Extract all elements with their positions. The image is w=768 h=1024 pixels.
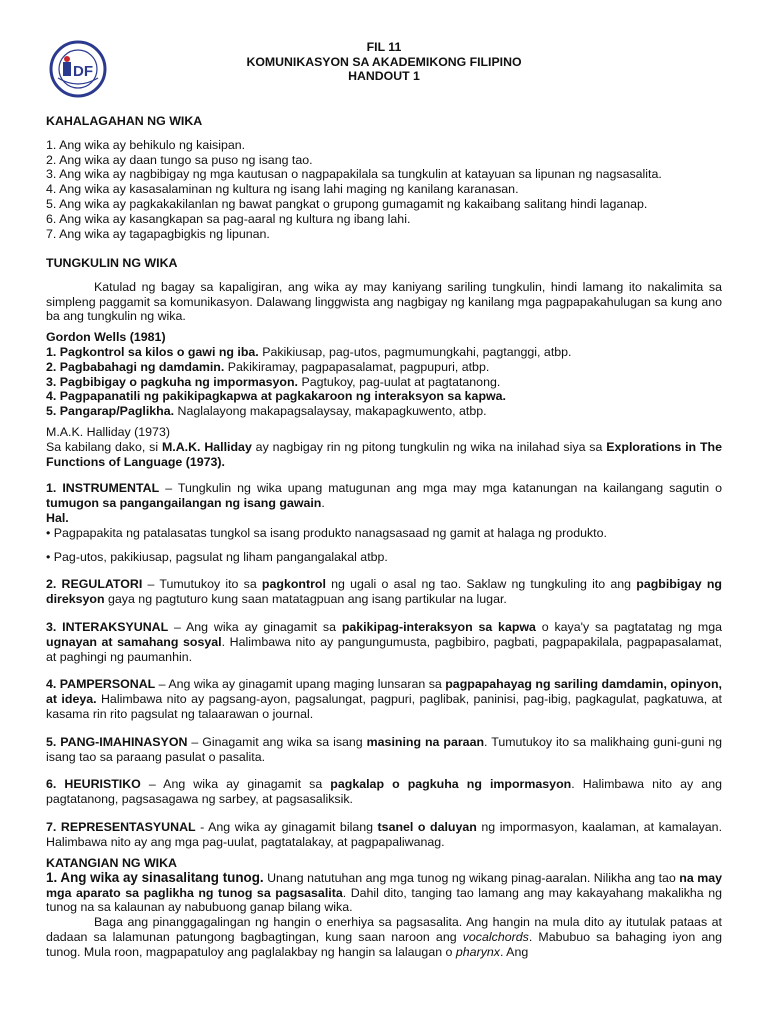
- heuristiko-paragraph: 6. HEURISTIKO – Ang wika ay ginagamit sa pagkalap o pagkuha ng impormasyon. Halimbawa nito ay ang pagtatanong, pagsasagawa ng sarbey, at pagsasaliksik.: [46, 777, 722, 807]
- wells-item: 4. Pagpapanatili ng pakikipagkapwa at pagkakaroon ng interaksyon sa kapwa.: [46, 389, 506, 404]
- halliday-intro: Sa kabilang dako, si M.A.K. Halliday ay nagbigay rin ng pitong tungkulin ng wika na inilahad siya sa Explorations in The Functions of Language (1973).: [46, 439, 722, 469]
- wells-item: 3. Pagbibigay o pagkuha ng impormasyon. Pagtukoy, pag-uulat at pagtatanong.: [46, 374, 501, 389]
- interaksyunal-paragraph: 3. INTERAKSYUNAL – Ang wika ay ginagamit sa pakikipag-interaksyon sa kapwa o kaya'y sa pagtatatag ng mga ugnayan at samahang sosyal. Halimbawa nito ay pangungumusta, pagbibiro, pagbati, pagpapakilala, pagpapasalamat, at paghingi ng paumanhin.: [46, 619, 722, 664]
- handout-number: HANDOUT 1: [348, 69, 420, 83]
- kahalagahan-item: 7. Ang wika ay tagapagbigkis ng lipunan.: [46, 226, 270, 241]
- kahalagahan-section: [46, 114, 722, 241]
- course-code: FIL 11: [366, 40, 402, 54]
- katangian-section: [46, 856, 722, 960]
- kahalagahan-item: 5. Ang wika ay pagkakakilanlan ng bawat pangkat o grupong gumagamit ng kakaibang salitang hindi laganap.: [46, 196, 648, 211]
- regulatori-paragraph: 2. REGULATORI – Tumutukoy ito sa pagkontrol ng ugali o asal ng tao. Saklaw ng tungkuling ito ang pagbibigay ng direksyon gaya ng pagtuturo kung saan matatagpuan ang isang partikular na lugar.: [46, 577, 722, 607]
- kahalagahan-item: 4. Ang wika ay kasasalaminan ng kultura ng isang lahi maging ng kanilang karanasan.: [46, 182, 519, 197]
- logo-label: DF: [73, 63, 93, 80]
- section-title-katangian: KATANGIAN NG WIKA: [46, 856, 178, 870]
- wells-item: 1. Pagkontrol sa kilos o gawi ng iba. Pakikiusap, pag-utos, pagmumungkahi, pagtanggi, atbp.: [46, 344, 572, 359]
- katangian-paragraph-2: Baga ang pinanggagalingan ng hangin o enerhiya sa pagsasalita. Ang hangin na mula dito ay itutulak pataas at dadaan sa lalamunan patungong bagbagtingan, kung saan naroon ang vocalchords. Mabubuo sa bahaging iyon ang tunog. Mula roon, magpapatuloy ang paglalakbay ng hangin sa lalaugan o pharynx. Ang: [46, 915, 722, 959]
- imahinasyon-paragraph: 5. PANG-IMAHINASYON – Ginagamit ang wika sa isang masining na paraan. Tumutukoy ito sa malikhaing guni-guni ng isang tao sa paraang pasulat o pasalita.: [46, 734, 722, 764]
- wells-title: Gordon Wells (1981): [46, 330, 166, 345]
- wells-item: 5. Pangarap/Paglikha. Naglalayong makapagsalaysay, makapagkuwento, atbp.: [46, 404, 487, 419]
- tungkulin-intro: Katulad ng bagay sa kapaligiran, ang wika ay may kaniyang sariling tungkulin, hindi lamang ito nakalimita sa simpleng paggamit sa komunikasyon. Dalawang linggwista ang nagbigay ng kanilang mga pagpapakahulugan sa kung ano ba ang tungkulin ng wika.: [46, 279, 722, 324]
- instrumental-bullet: • Pagpapakita ng patalasatas tungkol sa isang produkto nanagsasaad ng gamit at halaga ng produkto.: [46, 525, 607, 540]
- tungkulin-section: [46, 256, 722, 850]
- section-title-tungkulin: TUNGKULIN NG WIKA: [46, 256, 178, 270]
- pampersonal-paragraph: 4. PAMPERSONAL – Ang wika ay ginagamit upang maging lunsaran sa pagpapahayag ng sariling damdamin, opinyon, at ideya. Halimbawa nito ay pagsang-ayon, pagsalungat, pagpuri, paglibak, paninisi, pag-ibig, pagkagulat, pagkatuwa, at kasama rin rito pagsulat ng talaarawan o journal.: [46, 677, 722, 721]
- representasyunal-paragraph: 7. REPRESENTASYUNAL - Ang wika ay ginagamit bilang tsanel o daluyan ng impormasyon, kaalaman, at kamalayan. Halimbawa nito ay ang mga pag-uulat, pagtatalakay, at pagpapaliwanag.: [46, 819, 723, 849]
- wells-item: 2. Pagbabahagi ng damdamin. Pakikiramay, pagpapasalamat, pagpupuri, atbp.: [46, 359, 490, 374]
- document-header: [0, 40, 768, 84]
- kahalagahan-item: 1. Ang wika ay behikulo ng kaisipan.: [46, 137, 246, 152]
- katangian-paragraph-1: 1. Ang wika ay sinasalitang tunog. Unang natutuhan ang mga tunog ng wikang pinag-aaralan. Nilikha ang tao na may mga aparato sa paglikha ng tunog sa pagsasalita. Dahil dito, tanging tao lamang ang may kakayahang makalikha ng tunog na sa kalaunan ay nabubuong ganap bilang wika.: [46, 869, 722, 915]
- kahalagahan-item: 3. Ang wika ay nagbibigay ng mga kautusan o nagpapakilala sa tungkulin at katayuan sa lipunan ng nagsasalita.: [46, 167, 662, 182]
- halliday-title: M.A.K. Halliday (1973): [46, 424, 170, 439]
- section-title-kahalagahan: KAHALAGAHAN NG WIKA: [46, 114, 203, 128]
- instrumental-bullet: • Pag-utos, pakikiusap, pagsulat ng liham pangangalakal atbp.: [46, 549, 388, 564]
- course-title: KOMUNIKASYON SA AKADEMIKONG FILIPINO: [246, 54, 522, 69]
- hal-label: Hal.: [46, 510, 69, 525]
- kahalagahan-item: 6. Ang wika ay kasangkapan sa pag-aaral ng kultura ng ibang lahi.: [46, 211, 411, 226]
- kahalagahan-item: 2. Ang wika ay daan tungo sa puso ng isang tao.: [46, 152, 313, 167]
- instrumental-paragraph: 1. INSTRUMENTAL – Tungkulin ng wika upang matugunan ang mga may mga katanungan na kailangang sagutin o tumugon sa pangangailangan ng isang gawain.: [46, 481, 722, 511]
